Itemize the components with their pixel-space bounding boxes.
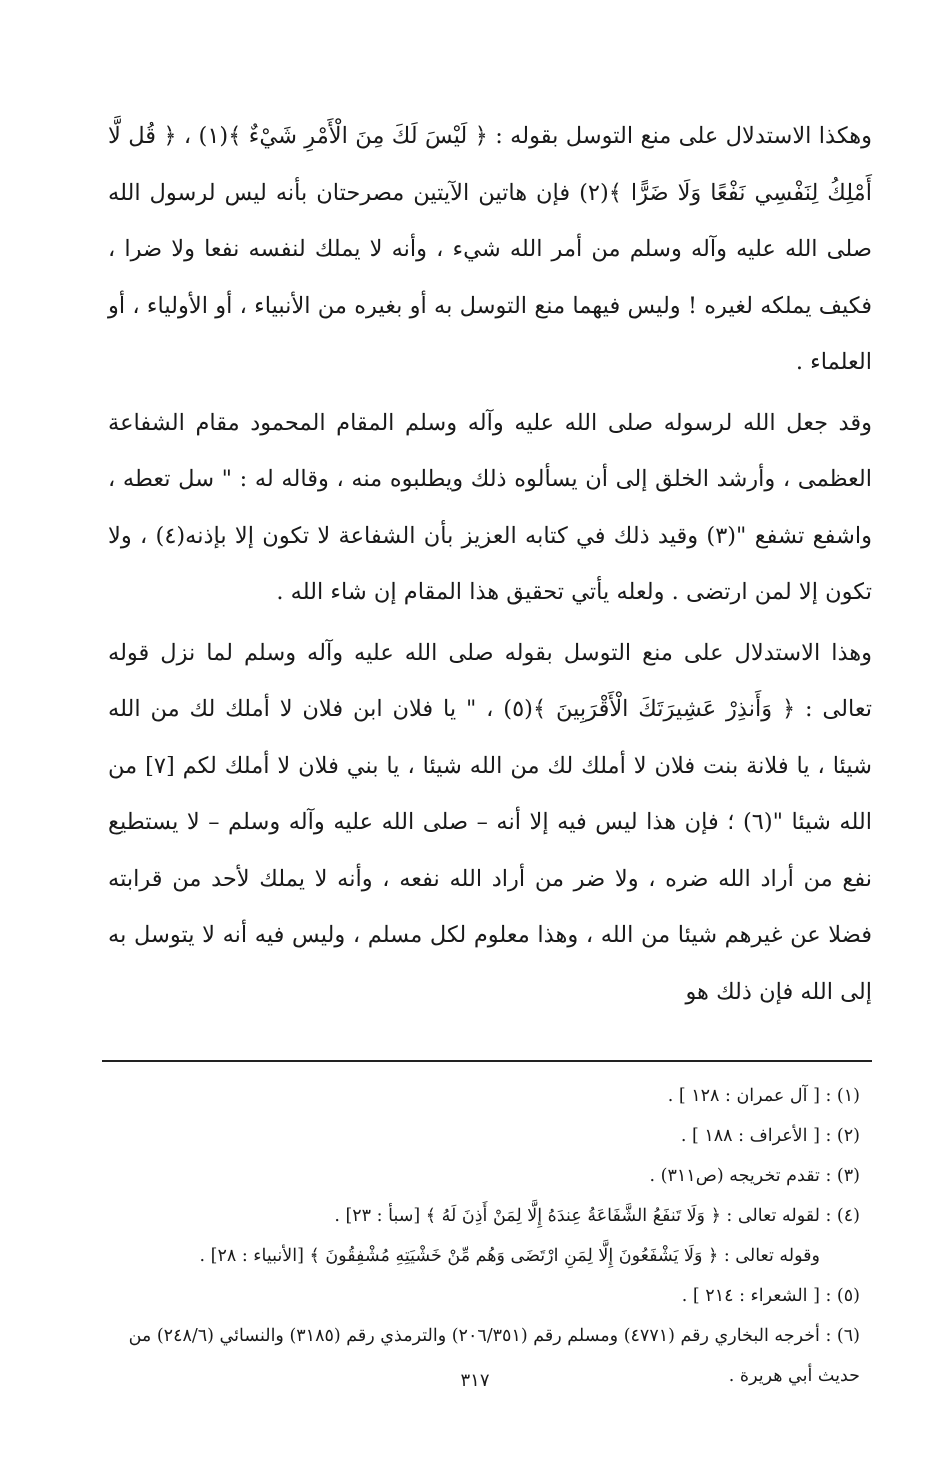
footnote-3: (٣) : تقدم تخريجه (ص٣١١) .	[649, 1166, 860, 1186]
footnote-4: (٤) : لقوله تعالى : ﴿ وَلَا تَنفَعُ الشَّفَاعَةُ عِندَهُ إِلَّا لِمَنْ أَذِنَ لَهُ ﴾ [سبأ : ٢٣] .	[334, 1206, 860, 1226]
paragraph-1: وهكذا الاستدلال على منع التوسل بقوله : ﴿ لَيْسَ لَكَ مِنَ الْأَمْرِ شَيْءٌ ﴾(١) ، ﴿ قُل لَّا أَمْلِكُ لِنَفْسِي نَفْعًا وَلَا ضَرًّا ﴾(٢) فإن هاتين الآيتين مصرحتان بأنه ليس لرسول الله صلى الله عليه وآله وسلم من أمر الله شيء ، وأنه لا يملك لنفسه نفعا ولا ضرا ، فكيف يملكه لغيره ! وليس فيهما منع التوسل به أو بغيره من الأنبياء ، أو الأولياء ، أو العلماء .	[108, 123, 872, 375]
main-text	[108, 108, 872, 1020]
paragraph-3: وهذا الاستدلال على منع التوسل بقوله صلى الله عليه وآله وسلم لما نزل قوله تعالى : ﴿ وَأَنذِرْ عَشِيرَتَكَ الْأَقْرَبِينَ ﴾(٥) ، " يا فلان ابن فلان لا أملك لك من الله شيئا ، يا فلانة بنت فلان لا أملك لك من الله شيئا ، يا بني فلان لا أملك لكم [٧] من الله شيئا "(٦) ؛ فإن هذا ليس فيه إلا أنه – صلى الله عليه وآله وسلم – لا يستطيع نفع من أراد الله ضره ، ولا ضر من أراد الله نفعه ، وأنه لا يملك لأحد من قرابته فضلا عن غيرهم شيئا من الله ، وهذا معلوم لكل مسلم ، وليس فيه أنه لا يتوسل به إلى الله فإن ذلك هو	[108, 639, 872, 1005]
footnote-6: (٦) : أخرجه البخاري رقم (٤٧٧١) ومسلم رقم (٢٠٦/٣٥١) والترمذي رقم (٣١٨٥) والنسائي (٢٤٨/٦) من حديث أبي هريرة .	[128, 1326, 860, 1386]
footnote-5: (٥) : [ الشعراء : ٢١٤ ] .	[681, 1286, 860, 1306]
footnotes	[108, 1076, 872, 1396]
footnote-1: (١) : [ آل عمران : ١٢٨ ] .	[667, 1086, 860, 1106]
footnote-2: (٢) : [ الأعراف : ١٨٨ ] .	[680, 1126, 860, 1146]
paragraph-2: وقد جعل الله لرسوله صلى الله عليه وآله وسلم المقام المحمود مقام الشفاعة العظمى ، وأرشد الخلق إلى أن يسألوه ذلك ويطلبوه منه ، وقاله له : " سل تعطه ، واشفع تشفع "(٣) وقيد ذلك في كتابه العزيز بأن الشفاعة لا تكون إلا بإذنه(٤) ، ولا تكون إلا لمن ارتضى . ولعله يأتي تحقيق هذا المقام إن شاء الله .	[108, 409, 872, 605]
page-number: ٣١٧	[460, 1370, 490, 1391]
footnote-4-continued: وقوله تعالى : ﴿ وَلَا يَشْفَعُونَ إِلَّا لِمَنِ ارْتَضَى وَهُم مِّنْ خَشْيَتِهِ مُشْفِقُونَ ﴾ [الأنبياء : ٢٨] .	[199, 1246, 820, 1266]
footnote-separator	[102, 1060, 872, 1062]
